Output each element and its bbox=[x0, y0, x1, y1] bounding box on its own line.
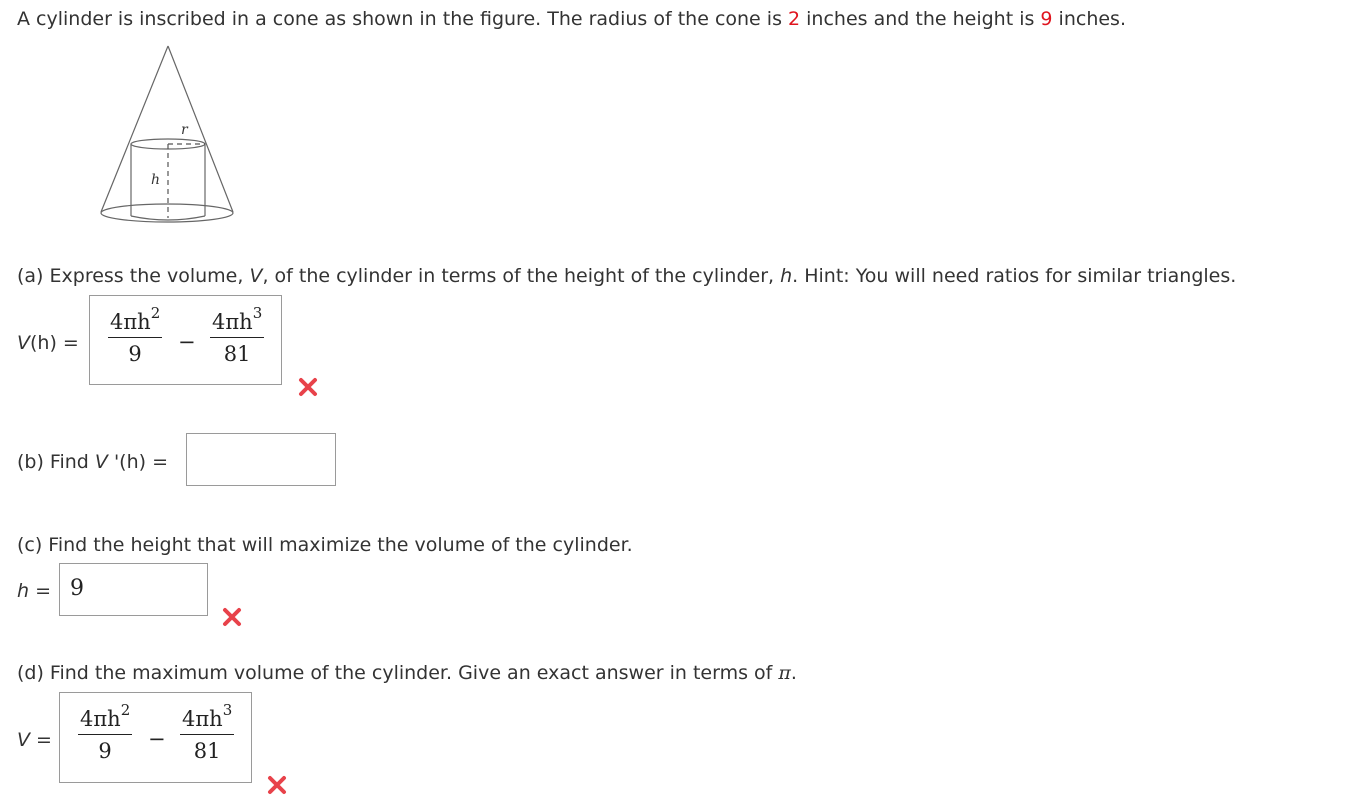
term1-denominator: 9 bbox=[108, 337, 162, 366]
part-a-question bbox=[17, 265, 1236, 287]
cone-radius-value: 2 bbox=[788, 8, 801, 30]
part-c-eq: = bbox=[29, 580, 52, 602]
part-a-var-v: V bbox=[249, 265, 263, 287]
part-b-question bbox=[17, 451, 168, 473]
radius-label: r bbox=[181, 122, 188, 138]
term2-denominator: 81 bbox=[210, 337, 264, 366]
part-a-var-h: h bbox=[780, 265, 793, 287]
part-a-term1 bbox=[108, 304, 162, 366]
lhs-var: V bbox=[17, 332, 30, 354]
cone-height-value: 9 bbox=[1040, 8, 1053, 30]
part-b-eq: = bbox=[146, 451, 169, 473]
part-a-term2 bbox=[210, 304, 264, 366]
term1-numerator: 4πh bbox=[80, 707, 121, 731]
term1-exponent: 2 bbox=[120, 701, 131, 719]
part-c-answer-value: 9 bbox=[70, 576, 84, 601]
intro-text-mid: inches and the height is bbox=[800, 8, 1041, 30]
part-b-answer-input[interactable] bbox=[186, 433, 336, 486]
intro-text: A cylinder is inscribed in a cone as shown in the figure. The radius of the cone is bbox=[17, 8, 789, 30]
term1-exponent: 2 bbox=[150, 304, 161, 322]
part-a-text-mid: , of the cylinder in terms of the height of the cylinder, bbox=[262, 265, 781, 287]
part-b-arg: '(h) bbox=[107, 451, 147, 473]
part-c-var-h: h bbox=[17, 580, 30, 602]
term1-denominator: 9 bbox=[78, 734, 132, 763]
term2-denominator: 81 bbox=[180, 734, 234, 763]
intro-text-suffix: inches. bbox=[1052, 8, 1126, 30]
part-d-answer-box[interactable] bbox=[59, 692, 252, 783]
cone-right-edge bbox=[168, 46, 233, 212]
x-mark-icon bbox=[298, 377, 318, 397]
part-d-term1 bbox=[78, 701, 132, 763]
part-d-lhs bbox=[17, 729, 52, 751]
part-d-var-v: V bbox=[17, 729, 30, 751]
lhs-eq: = bbox=[56, 332, 79, 354]
part-d-text: (d) Find the maximum volume of the cylinder. Give an exact answer in terms of bbox=[17, 662, 779, 684]
part-d-question bbox=[17, 662, 797, 684]
term2-exponent: 3 bbox=[222, 701, 233, 719]
term2-exponent: 3 bbox=[252, 304, 263, 322]
part-d-text-suffix: . bbox=[790, 662, 797, 684]
part-c-lhs bbox=[17, 580, 51, 602]
part-b-var-v: V bbox=[94, 451, 108, 473]
term2-numerator: 4πh bbox=[182, 707, 223, 731]
part-b-text: (b) Find bbox=[17, 451, 95, 473]
part-d-term2 bbox=[180, 701, 234, 763]
height-label: h bbox=[151, 172, 161, 188]
x-mark-icon bbox=[267, 775, 287, 795]
term1-numerator: 4πh bbox=[110, 310, 151, 334]
minus-operator: − bbox=[178, 330, 196, 354]
part-c-question: (c) Find the height that will maximize the volume of the cylinder. bbox=[17, 534, 633, 556]
part-a-answer-box[interactable] bbox=[89, 295, 282, 385]
cone-cylinder-figure bbox=[95, 42, 240, 227]
cone-base bbox=[101, 204, 233, 222]
problem-intro bbox=[17, 8, 1126, 30]
part-a-lhs bbox=[17, 332, 79, 354]
x-mark-icon bbox=[222, 607, 242, 627]
lhs-arg: (h) bbox=[30, 332, 57, 354]
part-c-answer-input[interactable] bbox=[59, 563, 208, 616]
term2-numerator: 4πh bbox=[212, 310, 253, 334]
part-a-text-suffix: . Hint: You will need ratios for similar triangles. bbox=[792, 265, 1237, 287]
part-a-text: (a) Express the volume, bbox=[17, 265, 250, 287]
pi-symbol: π bbox=[778, 662, 791, 684]
part-d-eq: = bbox=[30, 729, 52, 751]
minus-operator: − bbox=[148, 727, 166, 751]
